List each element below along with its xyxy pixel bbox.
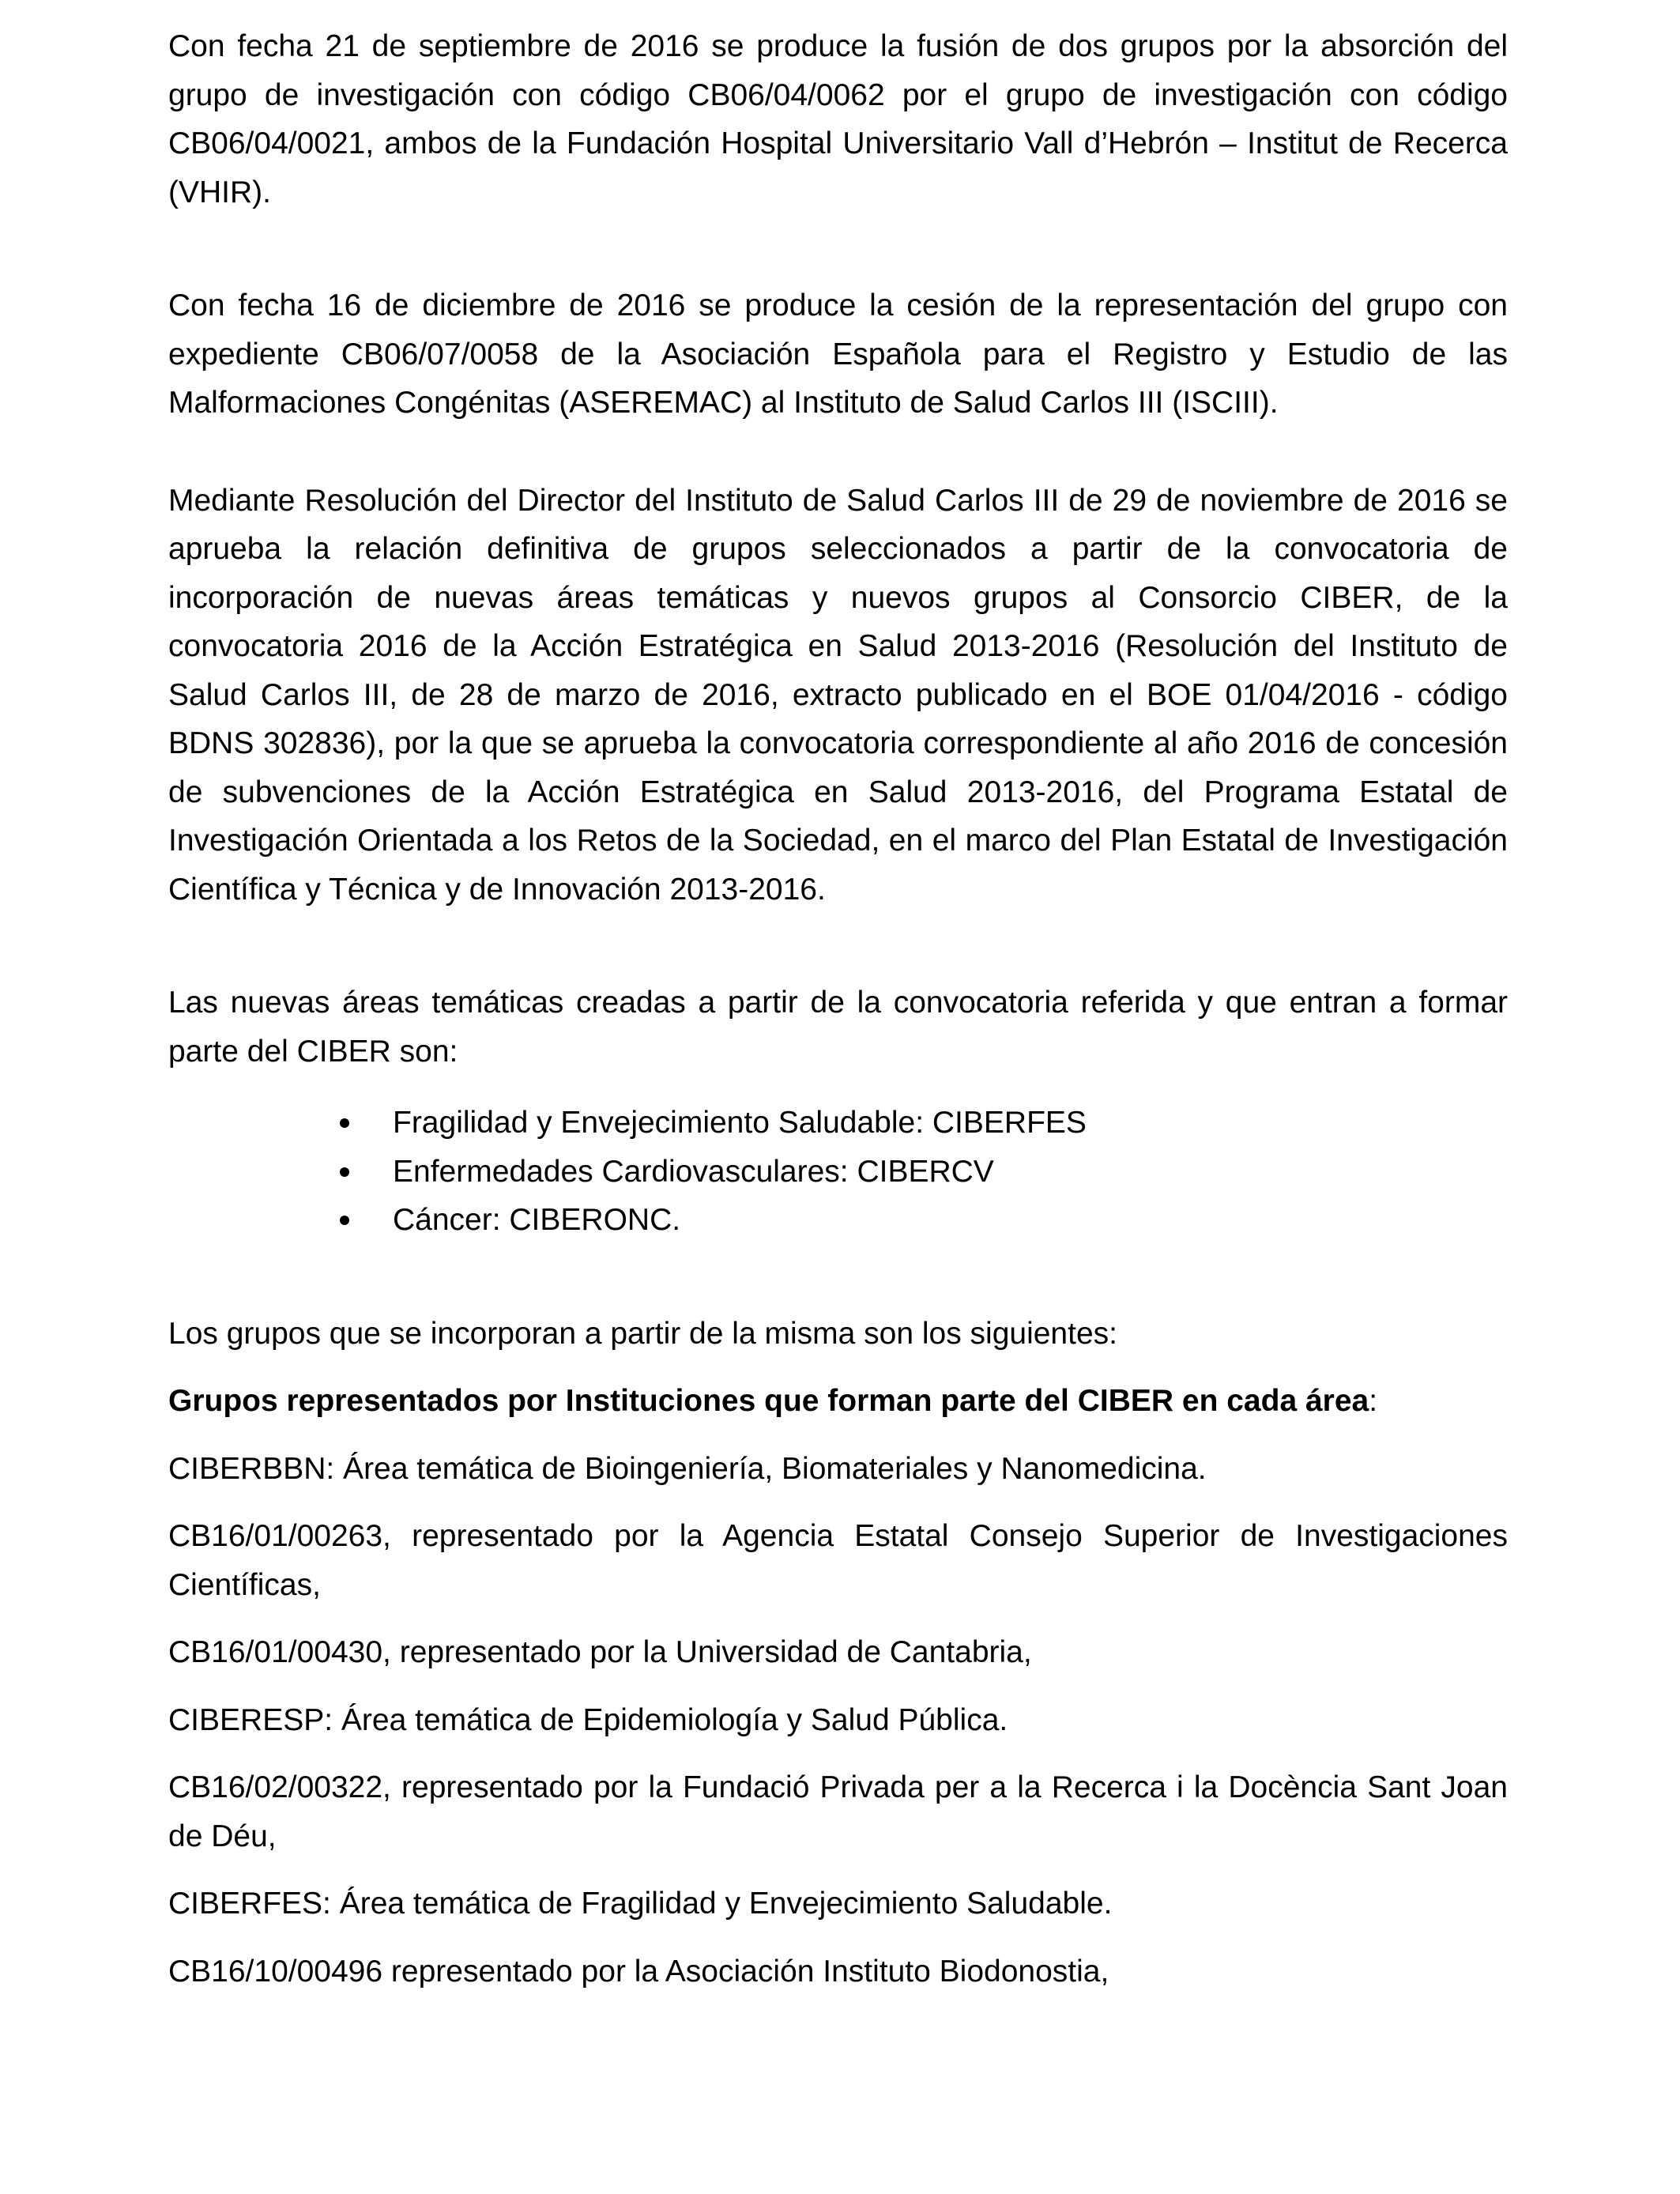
document-page bbox=[168, 22, 1508, 1996]
groups-heading-bold: Grupos representados por Instituciones que forman parte del CIBER en cada área bbox=[168, 1384, 1369, 1418]
entry-cb16-01-00263: CB16/01/00263, representado por la Agencia Estatal Consejo Superior de Investigaciones Científicas, bbox=[168, 1519, 1508, 1602]
entry-ciberesp: CIBERESP: Área temática de Epidemiología y Salud Pública. bbox=[168, 1702, 1008, 1737]
groups-heading bbox=[168, 1377, 1508, 1426]
list-item-text: Enfermedades Cardiovasculares: CIBERCV bbox=[393, 1154, 994, 1189]
groups-intro: Los grupos que se incorporan a partir de la misma son los siguientes: bbox=[168, 1316, 1117, 1351]
bullet-icon bbox=[340, 1216, 349, 1225]
entry-cb16-10-00496: CB16/10/00496 representado por la Asociación Instituto Biodonostia, bbox=[168, 1954, 1109, 1989]
bullet-icon bbox=[340, 1167, 349, 1177]
paragraph-fusion: Con fecha 21 de septiembre de 2016 se produce la fusión de dos grupos por la absorción del grupo de investigación con código CB06/04/0062 por el grupo de investigación con código CB06/04/0021, ambos de la Fundación Hospital Universitario Vall d’Hebrón – Institut de Recerca (VHIR). bbox=[168, 29, 1508, 209]
entry-ciberfes: CIBERFES: Área temática de Fragilidad y Envejecimiento Saludable. bbox=[168, 1887, 1113, 1921]
paragraph-resolucion: Mediante Resolución del Director del Instituto de Salud Carlos III de 29 de noviembre de 2016 se aprueba la relación definitiva de grupos seleccionados a partir de la convocatoria de incorporación de nuevas áreas temáticas y nuevos grupos al Consorcio CIBER, de la convocatoria 2016 de la Acción Estratégica en Salud 2013-2016 (Resolución del Instituto de Salud Carlos III, de 28 de marzo de 2016, extracto publicado en el BOE 01/04/2016 - código BDNS 302836), por la que se aprueba la convocatoria correspondiente al año 2016 de concesión de subvenciones de la Acción Estratégica en Salud 2013-2016, del Programa Estatal de Investigación Orientada a los Retos de la Sociedad, en el marco del Plan Estatal de Investigación Científica y Técnica y de Innovación 2013-2016. bbox=[168, 483, 1508, 907]
bullet-icon bbox=[340, 1118, 349, 1128]
paragraph-cesion: Con fecha 16 de diciembre de 2016 se produce la cesión de la representación del grupo con expediente CB06/07/0058 de la Asociación Española para el Registro y Estudio de las Malformaciones Congénitas (ASEREMAC) al Instituto de Salud Carlos III (ISCIII). bbox=[168, 288, 1508, 420]
list-item bbox=[168, 1148, 1508, 1197]
list-item-text: Fragilidad y Envejecimiento Saludable: CIBERFES bbox=[393, 1106, 1087, 1140]
entry-cb16-01-00430: CB16/01/00430, representado por la Universidad de Cantabria, bbox=[168, 1635, 1032, 1669]
entry-ciberbbn: CIBERBBN: Área temática de Bioingeniería, Biomateriales y Nanomedicina. bbox=[168, 1451, 1207, 1486]
areas-list bbox=[168, 1099, 1508, 1245]
list-item bbox=[168, 1099, 1508, 1148]
list-item-text: Cáncer: CIBERONC. bbox=[393, 1203, 681, 1237]
entry-cb16-02-00322: CB16/02/00322, representado por la Fundació Privada per a la Recerca i la Docència Sant Joan de Déu, bbox=[168, 1770, 1508, 1853]
groups-heading-suffix: : bbox=[1369, 1384, 1378, 1418]
list-item bbox=[168, 1196, 1508, 1245]
paragraph-nuevas-areas: Las nuevas áreas temáticas creadas a partir de la convocatoria referida y que entran a formar parte del CIBER son: bbox=[168, 986, 1508, 1069]
